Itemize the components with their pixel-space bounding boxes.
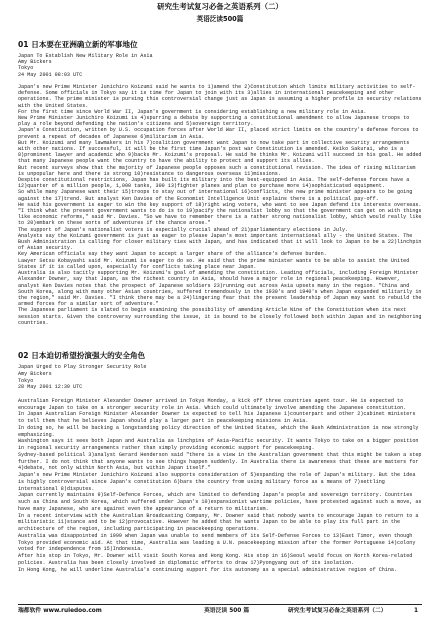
paragraph: In a recent interview with the Australian Broadcasting Company, Mr. Downer said that nobody wants to encourage Japan to return to a militaristic 11)stance and to be 12)provocative. However he added that he wants Japan to be able to play its full part in the architecture of the region, including participating in peacekeeping operations. [18, 512, 419, 532]
publisher-url: www.ruiedoo.com [43, 608, 102, 614]
paragraph: Japan's Constitution, written by U.S. occupation forces after World War II, placed strict limits on the country's defense forces to prevent a repeat of decades of Japanese 6)militarism in Asia. [18, 127, 419, 140]
paragraph: Sydney-based political 3)analyst Gerard Henderson said "there is a view in the Australian government that this might be taken a step further. I do not think that anyone wants to see things happen suddenly. In Australia there is awareness that these are matters for 4)debate, not only within North Asia, but within Japan itself." [18, 451, 422, 472]
footer-divider [18, 604, 422, 605]
article-author: Amy Bickers [18, 370, 52, 377]
article-location: Tokyo [18, 65, 34, 72]
collection-subtitle: 英语泛读500篇 [196, 15, 244, 23]
paragraph: For the first time since World War II, Japan's government is considering establishing a new military role in Asia. [18, 108, 367, 115]
paragraph: Japan's new Prime Minister Junichiro Koizumi said he wants to 1)amend the 2)Constitution which limits military activities to self-defense. Some officials in Tokyo say it is time for Japan to join with its 3)allies in international peacekeeping and other operations. The prime minister is pursing this controversial change just as Japan is assuming a higher profile in security relations with the United States. [18, 84, 422, 109]
publisher-name: 瑞都软件 [18, 608, 42, 614]
article-1-heading [18, 40, 138, 49]
page-number: 1 [414, 608, 419, 614]
paragraph: Australia is also tacitly supporting Mr. Koizumi's goal of amending the constitution. Leading officials, including Foreign Minister Alexander Downer, say that Japan, as the richest country in Asia, should have a major role in regional peacekeeping. However, analyst Ken Davies notes that the prospect of Japanese soldiers 23)running out across Asia upsets many in the region. "China and South Korea, along with many other Asian countries, suffered tremendously in the 1930's and 1940's when Japan expanded militarily in the region," said Mr. Davies. "I think there may be a 24)lingering fear that the present leadership of Japan may want to rebuild the armed forces for a similar sort of adventure." [18, 270, 422, 308]
article-chinese-title: 日本要在亚洲确立新的军事地位 [31, 40, 138, 49]
footer-series: 研究生考试复习必备之英语系列（二） [288, 608, 387, 614]
article-chinese-title: 日本迫切希望扮演强大的安全角色 [31, 351, 146, 360]
paragraph: Lawyer Setsu Kobayashi said Mr. Koizumi is eager to do so. He said that the prime minister wants to be able to assist the United States if it is called upon, especially for conflicts taking place near Japan. [18, 257, 410, 270]
paragraph: The Japanese parliament is slated to begin examining the possibility of amending Article Nine of the Constitution when its next session starts. Given the controversy surrounding the issue, it is bound to be closely followed both within Japan and in neighboring countries. [18, 307, 422, 326]
article-location: Tokyo [18, 377, 34, 384]
article-2 [18, 364, 422, 602]
paragraph: Analysts say the Koizumi government is just as eager to please Japan's most important international ally - the United States. The Bush Administration is calling for closer military ties with Japan, and has indicated that it will look to Japan to be a 22)linchpin of Asian security. [18, 232, 422, 252]
paragraph: Japan currently maintains 9)Self-Defence Forces, which are limited to defending Japan's people and sovereign territory. Countries such as China and South Korea, which suffered under Japan's 10)expansionist wartime policies, have protested against such a move, as have many Japanese, who are against even the appearance of a return to militarism. [18, 492, 422, 512]
paragraph: In Hong Kong, he will underline Australia's continuing support for its autonomy as a special administrative region of China. [18, 566, 398, 573]
paragraph: But Mr. Koizumi and many lawmakers in his 7)coalition government want Japan to now take part in collective security arrangements with other nations. If successful, it will be the first time Japan's post war Constitution is amended. Keiko Sakurai, who is a 8)prominent lawyer and academic who 9)backs Mr. Koizumi's proposal. He said he thinks Mr. Koizumi will succeed in his goal. He added that many Japanese people want the country to have the ability to protect and support its allies. [18, 139, 422, 165]
paragraph: The support of Japan's nationalist voters is especially crucial ahead of 21)parliamentary elections in July. [18, 226, 349, 233]
paragraph: Australian Foreign Minister Alexander Downer arrived in Tokyo Monday, a kick off three countries agent tour. He is expected to encourage Japan to take on a stronger security role in Asia. Which could ultimately involve amending the Japanese constitution. [18, 397, 407, 411]
footer-publisher [18, 607, 102, 615]
paragraph: Despite constitutional restrictions, Japan has built its military into the best-equipped in Asia. The self-defense forces have a 12)quarter of a million people, 1,000 tanks, 300 13)fighter planes and plan to purchase more 14)sophisticated equipment. [18, 177, 410, 190]
paragraph: After his stop in Tokyo, Mr. Downer will visit South Korea and Hong Kong. His stop in 16)Seoul would focus on North Korea-related policies. Australia has been closely involved in diplomatic efforts to draw 17)Pyongyang out of its isolation. [18, 553, 413, 566]
paragraph: So while many Japanese want their 15)troops to stay out of international 16)conflicts, the new prime minister appears to be going against the 17)trend. But analyst Ken Davies of the Economist Intelligence Unit explains there is a political pay-off. [18, 189, 413, 202]
article-meta [18, 364, 422, 391]
article-meta [18, 53, 422, 78]
article-english-title: Japan Urged to Play Stronger Security Role [18, 364, 147, 370]
article-dateline: 28 May 2001 12:39 UTC [18, 384, 83, 391]
paragraph: New Prime Minister Junichiro Koizumi is 4)spurring a debate by supporting a constitutional amendment to allow Japanese troops to play a role beyond defending the nation's citizens and 5)sovereign territory. [18, 115, 410, 128]
article-number: 02 [18, 351, 29, 360]
paragraph: Australia was disappointed in 1999 when Japan was unable to send members of its Self-Defense Forces to 13)East Timor, even though Tokyo provided economic aid. At that time, Australia was leading a U.N. peacekeeping mission after the former Portuguese 14)colony voted for independence from 15)Indonesia. [18, 532, 416, 553]
paragraph: Washington says it sees both Japan and Australia as linchpins of Asia-Pacific security. It wants Tokyo to take on a bigger position in regional security arrangements rather than simply providing economic support for peacekeeping. [18, 438, 419, 451]
article-dateline: 24 May 2001 08:03 UTC [18, 71, 83, 78]
footer-collection: 英语泛读 500 篇 [204, 608, 250, 614]
paragraph: But recent surveys show that the majority of Japanese people opposes such a constitutional revision. The idea of rising militarism is unpopular here and there is strong 10)resistance to dangerous overseas 11)missions. [18, 164, 416, 177]
article-author: Amy Bickers [18, 59, 52, 66]
article-1-body [18, 84, 422, 326]
series-title: 研究生考试复习必备之英语系列（二） [157, 2, 283, 11]
article-english-title: Japan To Establish New Military Role in Asia [18, 53, 153, 59]
article-2-body [18, 398, 422, 574]
article-number: 01 [18, 40, 29, 49]
paragraph: He said his government is eager to win the key support of 18)right wing voters, who want to see Japan defend its interests overseas. "I think what the present government wants to do is to 19)pacify the nationalist lobby so that the government can get on with things like economic reforms," said Mr. Davies. "So we have to remember there is a rather strong nationalist lobby, which would really like to 20)embark on these sorts of adventures if the chance arose." [18, 201, 422, 227]
article-2-heading [18, 351, 145, 360]
paragraph: Japan's new Prime Minister Junichiro Koizumi also supports consideration of 5)expanding the role of Japan's military. But the idea is highly controversial since Japan's constitution 6)bars the country from using military force as a means of 7)settling international 8)disputes. [18, 472, 416, 492]
paragraph: Key American officials say they want Japan to accept a larger share of the alliance's defense burden. [18, 251, 327, 258]
paragraph: In Japan Australian Foreign Minister Alexander Downer is expected to tell his Japanese 1)counterpart and other 2)cabinet ministers to tell them that he believes Japan should play a larger part in peacekeeping missions in Asia. [18, 411, 416, 424]
article-1 [18, 53, 422, 349]
paragraph: In doing so, he will be backing a longstanding policy direction of the United States, which the Bush Administration is now strongly emphasizing. [18, 424, 419, 438]
